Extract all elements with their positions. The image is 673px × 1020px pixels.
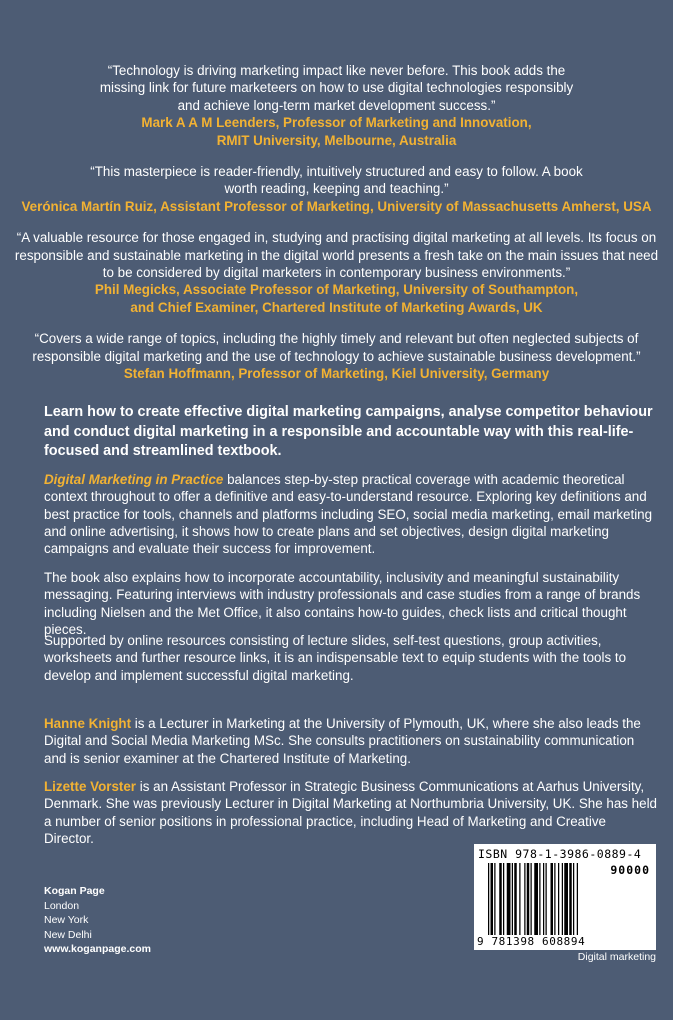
author-name: Lizette Vorster: [44, 779, 137, 794]
author-bio-1: [44, 715, 658, 767]
endorsement-text: “Covers a wide range of topics, including the highly timely and relevant but often neglected subjects of responsible digital marketing and the use of technology to achieve sustainable business development.”: [32, 331, 641, 364]
endorsement-2: [0, 163, 673, 215]
endorsement-4: [0, 330, 673, 382]
endorsement-3: [0, 229, 673, 316]
blurb-paragraph-2: The book also explains how to incorporate accountability, inclusivity and meaningful sustainability messaging. Featuring interviews with industry professionals and case studies from a range of brands including Nielsen and the Met Office, it also contains how-to guides, check lists and critical thought pieces.: [44, 570, 641, 637]
endorsement-author: Verónica Martín Ruiz, Assistant Professor of Marketing, University of Massachusetts Amherst, USA: [21, 198, 652, 214]
endorsement-text: “A valuable resource for those engaged in, studying and practising digital marketing at all levels. Its focus on responsible and sustainable marketing in the digital world presents a fresh take on the main issues that need to be considered by digital marketers in contemporary business environments.”: [14, 230, 659, 281]
author-bio-text: is an Assistant Professor in Strategic Business Communications at Aarhus University, Denmark. She was previously Lecturer in Digital Marketing at Northumbria University, UK. She has held a number of senior positions in professional practice, including Head of Marketing and Creative Director.: [44, 779, 658, 846]
subject-category: Digital marketing: [577, 951, 656, 963]
author-bio-text: is a Lecturer in Marketing at the University of Plymouth, UK, where she also leads the Digital and Social Media Marketing MSc. She consults practitioners on sustainability communication and is senior examiner at the Chartered Institute of Marketing.: [44, 716, 641, 766]
publisher-url: www.koganpage.com: [44, 943, 151, 955]
price-code: 90000: [610, 863, 650, 877]
publisher-city: New York: [44, 914, 89, 926]
blurb-paragraph-1-text: balances step-by-step practical coverage with academic theoretical context throughout to offer a definitive and easy-to-understand resource. Exploring key definitions and best practice for tools, channels and platforms including SEO, social media marketing, email marketing and online advertising, it shows how to create plans and set objectives, design digital marketing campaigns and evaluate their success for improvement.: [44, 472, 653, 557]
publisher-city: New Delhi: [44, 928, 92, 941]
endorsement-affiliation: RMIT University, Melbourne, Australia: [216, 132, 457, 148]
endorsement-text: “Technology is driving marketing impact like never before. This book adds the missing link for future marketeers on how to use digital technologies responsibly and achieve long-term market development success.”: [99, 63, 574, 113]
blurb-lead: Learn how to create effective digital marketing campaigns, analyse competitor behaviour and conduct digital marketing in a responsible and accountable way with this real-life-focused and streamlined textbook.: [44, 404, 653, 459]
endorsement-text: “This masterpiece is reader-friendly, intuitively structured and easy to follow. A book worth reading, keeping and teaching.”: [90, 164, 583, 197]
publisher-name: Kogan Page: [44, 885, 105, 897]
isbn-label: ISBN 978-1-3986-0889-4: [478, 847, 642, 861]
endorsement-1: [0, 62, 673, 149]
author-bio-2: [44, 778, 658, 847]
endorsement-author: Phil Megicks, Associate Professor of Marketing, University of Southampton,: [94, 282, 579, 298]
endorsement-author: Stefan Hoffmann, Professor of Marketing, Kiel University, Germany: [123, 366, 550, 382]
barcode-panel: [474, 844, 656, 950]
publisher-info: [44, 884, 151, 957]
blurb-paragraph-1: [44, 471, 658, 557]
book-title: Digital Marketing in Practice: [44, 472, 224, 487]
endorsement-author: Mark A A M Leenders, Professor of Marketing and Innovation,: [141, 115, 532, 131]
barcode-icon: [488, 863, 612, 935]
barcode-digits: 9 781398 608894: [477, 935, 586, 948]
blurb-paragraph-3: Supported by online resources consisting of lecture slides, self-test questions, group activities, worksheets and further resource links, it is an indispensable text to equip students with the tools to develop and implement successful digital marketing.: [44, 633, 627, 683]
endorsement-affiliation: and Chief Examiner, Chartered Institute of Marketing Awards, UK: [130, 299, 543, 315]
publisher-city: London: [44, 899, 80, 912]
endorsements: [0, 62, 673, 397]
author-name: Hanne Knight: [44, 716, 132, 731]
